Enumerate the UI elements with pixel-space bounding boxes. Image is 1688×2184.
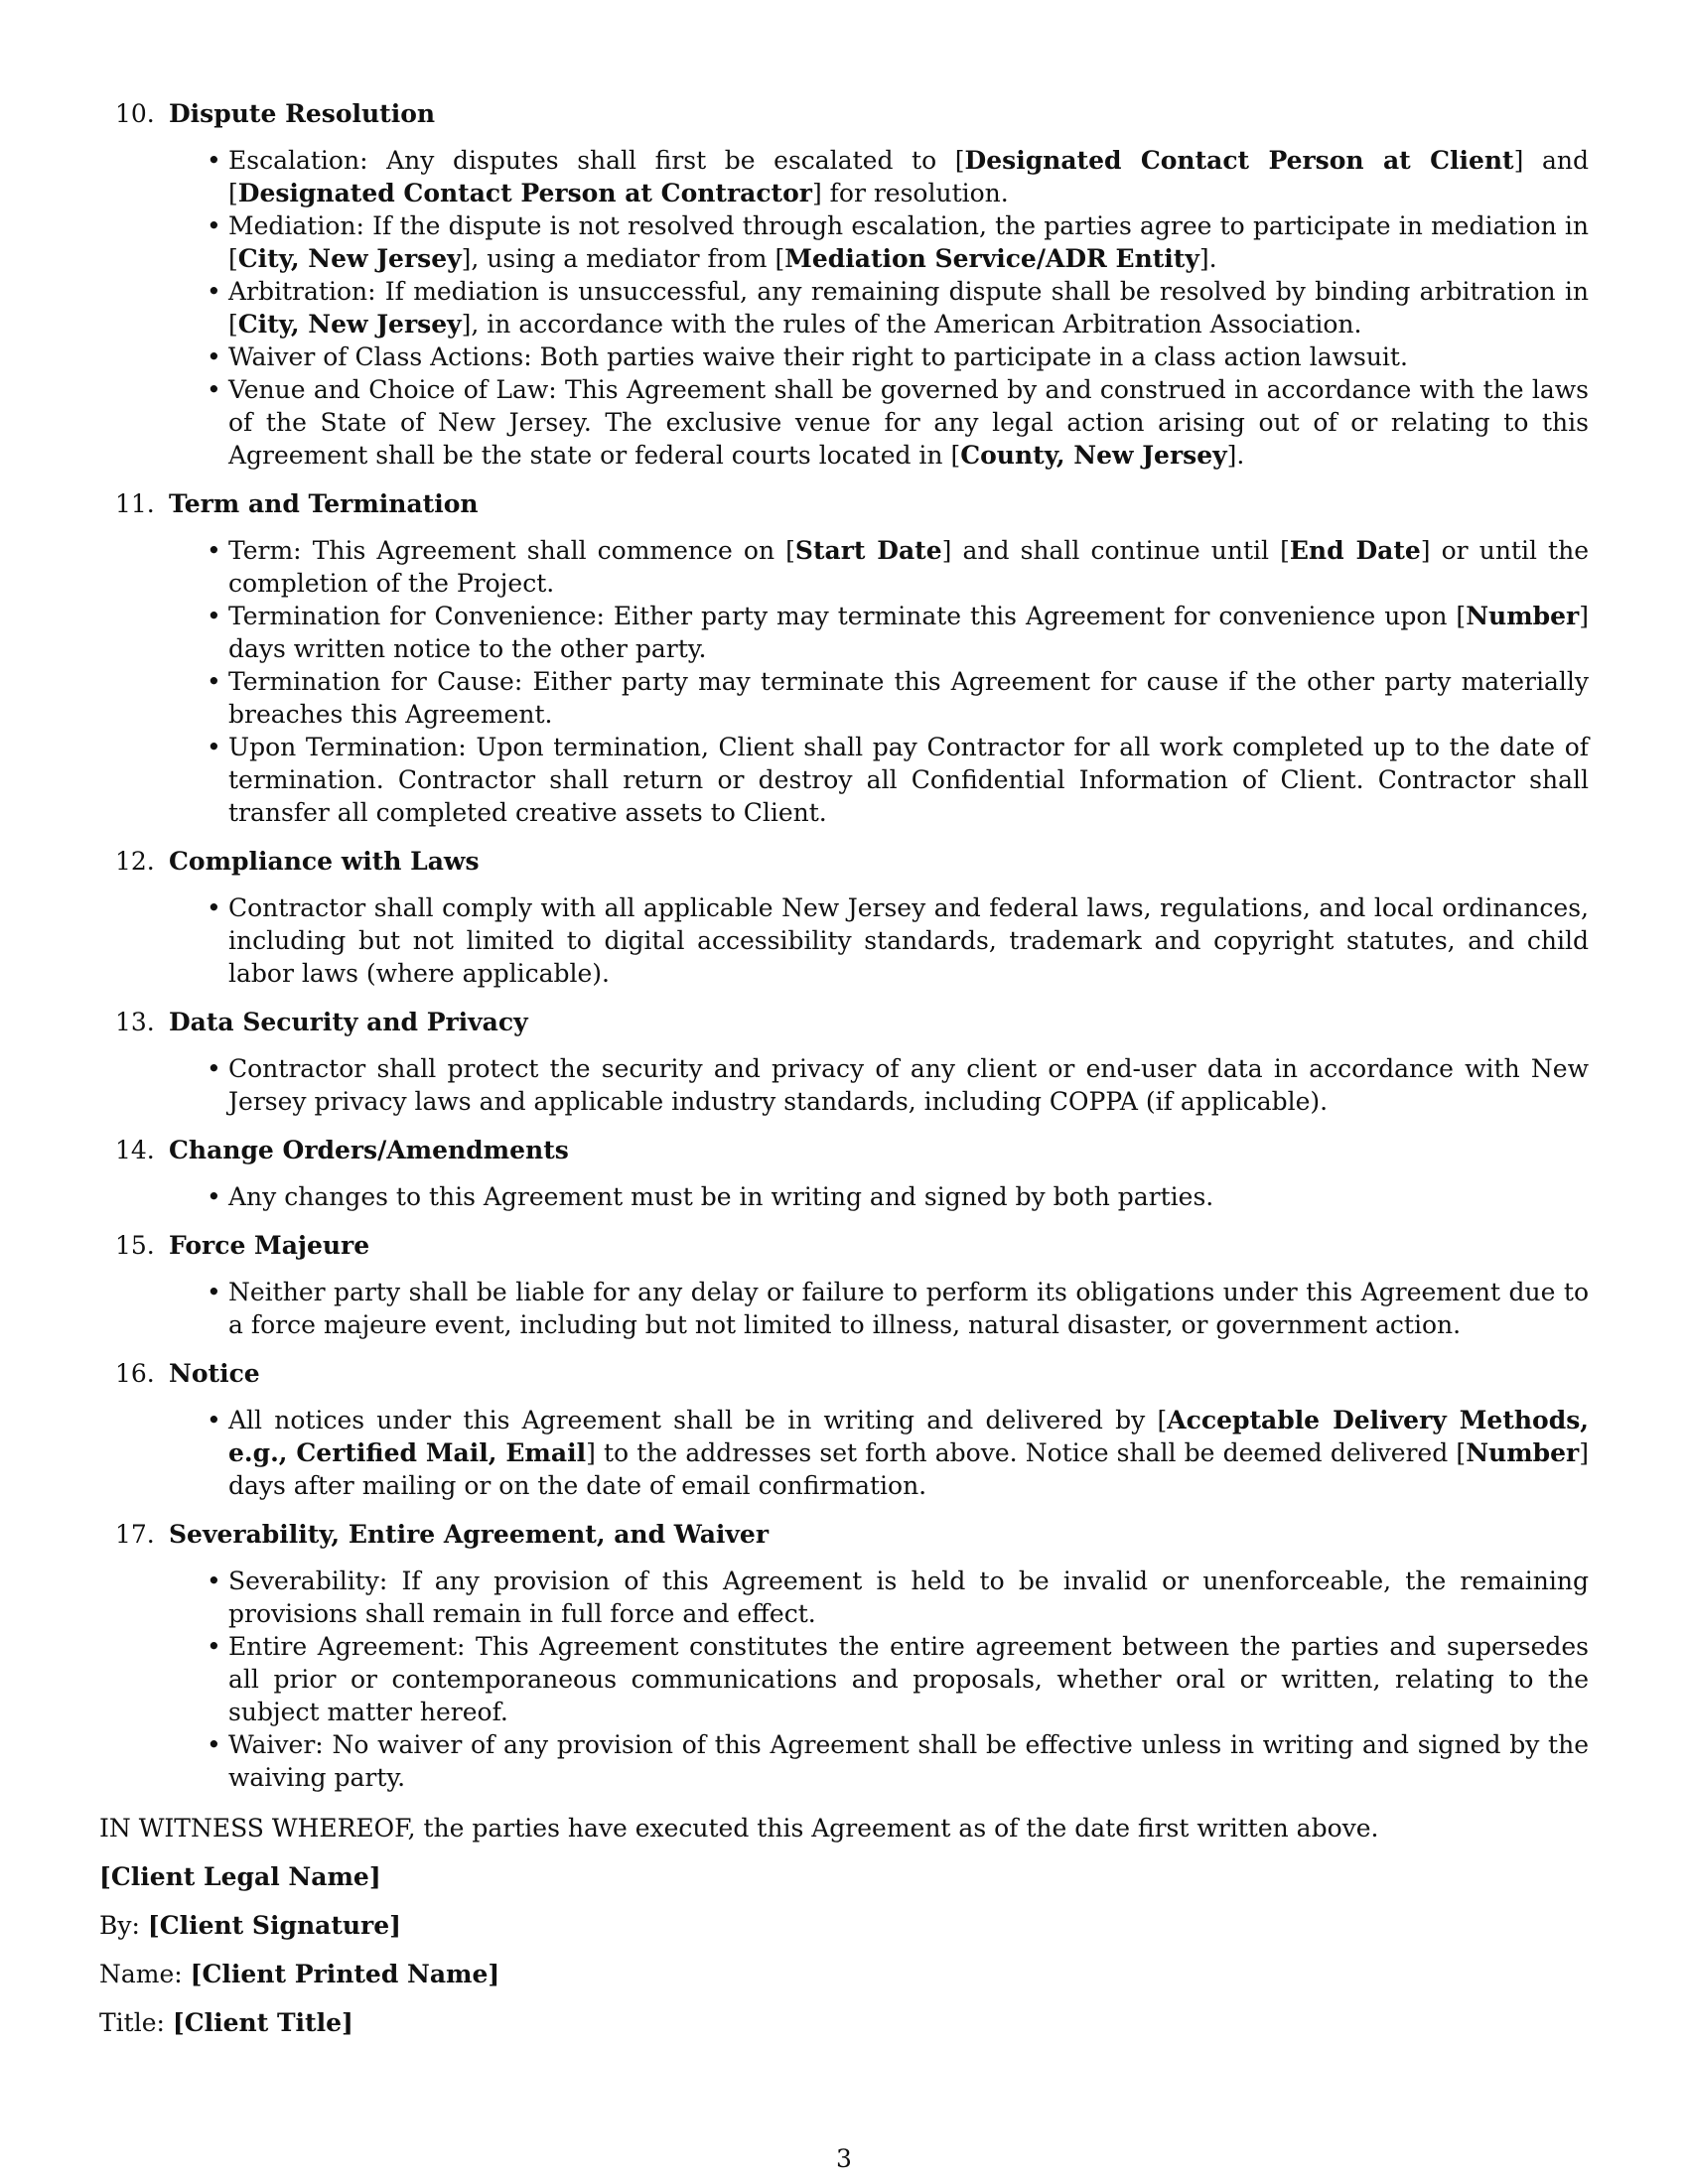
signature-block [99,1860,1589,2039]
section-heading [99,1006,1589,1038]
item-text: ]. [1226,441,1245,470]
placeholder-field: Start Date [794,536,942,565]
section [99,1518,1589,1794]
item-text: ] and [ [228,146,1589,207]
bullet-list [99,1276,1589,1341]
item-text: ] to the addresses set forth above. Notice shall be deemed delivered [ [586,1438,1467,1467]
section-heading [99,1134,1589,1166]
section-title: Dispute Resolution [169,99,436,128]
section-title: Severability, Entire Agreement, and Waiver [169,1520,769,1549]
section-heading [99,487,1589,520]
section-title: Data Security and Privacy [169,1008,528,1036]
witness-statement: IN WITNESS WHEREOF, the parties have executed this Agreement as of the date first written above. [99,1814,1379,1843]
bullet-list [99,144,1589,472]
section-number: 11. [115,489,155,518]
bullet-list [99,891,1589,990]
section-number: 13. [115,1008,155,1036]
section-heading [99,845,1589,878]
placeholder-field: Designated Contact Person at Client [964,146,1514,175]
item-text: Contractor shall comply with all applicable New Jersey and federal laws, regulations, and local ordinances, including but not limited to digital accessibility standards, trademark and copyright statutes, and child labor laws (where applicable). [228,893,1589,988]
section [99,1006,1589,1118]
section-title: Change Orders/Amendments [169,1136,569,1164]
list-item [228,209,1589,275]
item-text: ]. [1198,244,1217,273]
section [99,845,1589,990]
item-text: ] for resolution. [811,179,1009,207]
item-text: Mediation: If the dispute is not resolved through escalation, the parties agree to participate in mediation in [ [228,211,1589,273]
placeholder-field: End Date [1289,536,1421,565]
item-text: Termination for Cause: Either party may terminate this Agreement for cause if the other party materially breaches this Agreement. [228,667,1589,729]
section-title: Force Majeure [169,1231,370,1260]
client-signature: [Client Signature] [147,1911,401,1940]
item-text: Escalation: Any disputes shall first be escalated to [ [228,146,965,175]
bullet-list [99,1052,1589,1118]
list-item [228,1276,1589,1341]
section [99,1134,1589,1213]
signature-by-line [99,1909,1589,1942]
item-text: Upon Termination: Upon termination, Client shall pay Contractor for all work completed up to the date of termination. Contractor shall return or destroy all Confidential Information of Client. Contractor shall transfer all completed creative assets to Client. [228,733,1589,827]
item-text: ], using a mediator from [ [461,244,785,273]
document-body [99,97,1589,2055]
section-number: 15. [115,1231,155,1260]
list-item [228,891,1589,990]
section-number: 12. [115,847,155,876]
section [99,487,1589,829]
item-text: ] and shall continue until [ [941,536,1290,565]
item-text: Severability: If any provision of this Agreement is held to be invalid or unenforceable, the remaining provisions shall remain in full force and effect. [228,1567,1589,1628]
section [99,1357,1589,1502]
section-number: 17. [115,1520,155,1549]
item-text: Termination for Convenience: Either party may terminate this Agreement for convenience upon [ [228,602,1467,630]
list-item [228,1630,1589,1728]
list-item [228,731,1589,829]
item-text: ] days after mailing or on the date of email confirmation. [228,1438,1589,1500]
section-number: 10. [115,99,155,128]
section-heading [99,97,1589,130]
item-text: Venue and Choice of Law: This Agreement shall be governed by and construed in accordance with the laws of the State of New Jersey. The exclusive venue for any legal action arising out of or relating to this Agreement shall be the state or federal courts located in [ [228,375,1589,470]
item-text: Arbitration: If mediation is unsuccessful, any remaining dispute shall be resolved by binding arbitration in [ [228,277,1589,339]
item-text: Contractor shall protect the security and privacy of any client or end-user data in accordance with New Jersey privacy laws and applicable industry standards, including COPPA (if applicable). [228,1054,1589,1116]
list-item [228,275,1589,341]
list-item [228,1052,1589,1118]
list-item [228,600,1589,665]
item-text: Entire Agreement: This Agreement constitutes the entire agreement between the parties and supersedes all prior or contemporaneous communications and proposals, whether oral or written, relating to the subject matter hereof. [228,1632,1589,1726]
bullet-list [99,1404,1589,1502]
section-number: 14. [115,1136,155,1164]
client-legal-name: [Client Legal Name] [99,1862,381,1891]
item-text: Waiver of Class Actions: Both parties waive their right to participate in a class action lawsuit. [228,342,1408,371]
name-label: Name: [99,1960,183,1988]
list-item [228,1565,1589,1630]
section [99,97,1589,472]
placeholder-field: City, New Jersey [237,244,462,273]
section [99,1229,1589,1341]
section-heading [99,1357,1589,1390]
client-printed-name: [Client Printed Name] [190,1960,500,1988]
list-item [228,1404,1589,1502]
list-item [228,665,1589,731]
item-text: Term: This Agreement shall commence on [ [228,536,795,565]
section-heading [99,1229,1589,1262]
section-title: Compliance with Laws [169,847,480,876]
section-number: 16. [115,1359,155,1388]
signature-name-line [99,1958,1589,1990]
list-item [228,1180,1589,1213]
section-title: Notice [169,1359,260,1388]
by-label: By: [99,1911,140,1940]
placeholder-field: Designated Contact Person at Contractor [237,179,812,207]
item-text: Any changes to this Agreement must be in writing and signed by both parties. [228,1182,1214,1211]
client-title: [Client Title] [172,2008,353,2037]
item-text: All notices under this Agreement shall be in writing and delivered by [ [228,1406,1168,1434]
page-number: 3 [836,2144,852,2173]
list-item [228,1728,1589,1794]
signature-title-line [99,2006,1589,2039]
placeholder-field: City, New Jersey [237,310,462,339]
list-item [228,341,1589,373]
section-heading [99,1518,1589,1551]
item-text: ] days written notice to the other party. [228,602,1589,663]
placeholder-field: County, New Jersey [960,441,1227,470]
placeholder-field: Mediation Service/ADR Entity [784,244,1199,273]
item-text: ], in accordance with the rules of the American Arbitration Association. [461,310,1362,339]
list-item [228,534,1589,600]
placeholder-field: Number [1466,602,1580,630]
bullet-list [99,534,1589,829]
placeholder-field: Number [1466,1438,1580,1467]
item-text: Waiver: No waiver of any provision of this Agreement shall be effective unless in writing and signed by the waiving party. [228,1730,1589,1792]
bullet-list [99,1565,1589,1794]
section-title: Term and Termination [169,489,479,518]
sections-list [99,97,1589,1794]
item-text: Neither party shall be liable for any delay or failure to perform its obligations under this Agreement due to a force majeure event, including but not limited to illness, natural disaster, or government action. [228,1278,1589,1339]
placeholder-field: Acceptable Delivery Methods, e.g., Certified Mail, Email [228,1406,1589,1467]
list-item [228,373,1589,472]
item-text: ] or until the completion of the Project. [228,536,1590,598]
bullet-list [99,1180,1589,1213]
list-item [228,144,1589,209]
title-label: Title: [99,2008,165,2037]
